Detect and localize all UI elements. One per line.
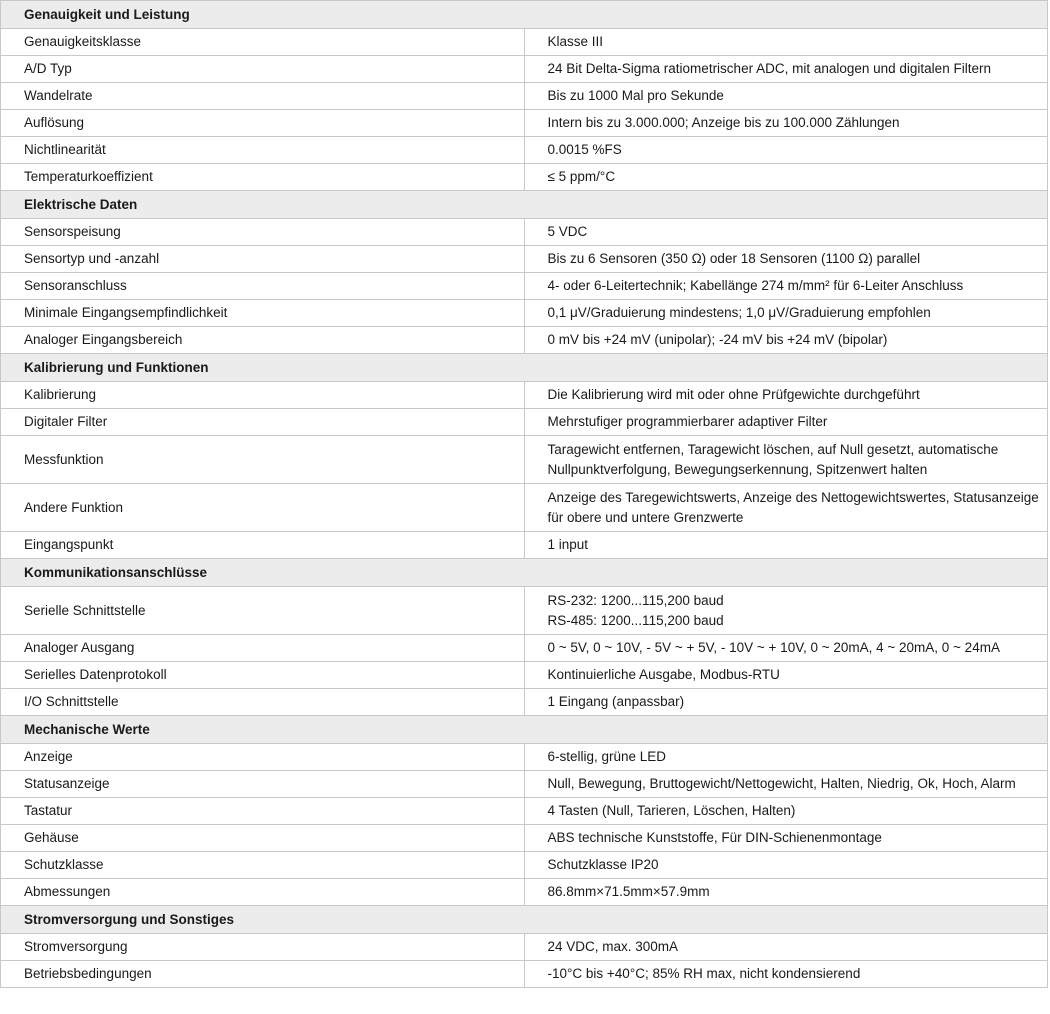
section-title: Stromversorgung und Sonstiges <box>1 906 1048 934</box>
table-row <box>1 852 1048 879</box>
spec-value: 24 Bit Delta-Sigma ratiometrischer ADC, mit analogen und digitalen Filtern <box>524 56 1048 83</box>
spec-value: 0 mV bis +24 mV (unipolar); -24 mV bis +24 mV (bipolar) <box>524 327 1048 354</box>
spec-value: ≤ 5 ppm/°C <box>524 164 1048 191</box>
spec-label: I/O Schnittstelle <box>1 689 525 716</box>
table-row <box>1 689 1048 716</box>
section-title: Genauigkeit und Leistung <box>1 1 1048 29</box>
table-row <box>1 587 1048 635</box>
section-header-power <box>1 906 1048 934</box>
table-row <box>1 137 1048 164</box>
spec-label: Analoger Ausgang <box>1 635 525 662</box>
table-row <box>1 744 1048 771</box>
spec-label: Serielle Schnittstelle <box>1 587 525 635</box>
table-row <box>1 934 1048 961</box>
table-row <box>1 29 1048 56</box>
table-row <box>1 798 1048 825</box>
spec-label: Digitaler Filter <box>1 409 525 436</box>
spec-label: Betriebsbedingungen <box>1 961 525 988</box>
spec-value: 4 Tasten (Null, Tarieren, Löschen, Halten) <box>524 798 1048 825</box>
table-row <box>1 961 1048 988</box>
spec-value: Die Kalibrierung wird mit oder ohne Prüfgewichte durchgeführt <box>524 382 1048 409</box>
section-header-electrical <box>1 191 1048 219</box>
spec-label: Auflösung <box>1 110 525 137</box>
spec-label: Wandelrate <box>1 83 525 110</box>
spec-label: Statusanzeige <box>1 771 525 798</box>
spec-value-line: RS-232: 1200...115,200 baud <box>547 592 724 608</box>
table-row <box>1 382 1048 409</box>
spec-value: 24 VDC, max. 300mA <box>524 934 1048 961</box>
spec-label: Temperaturkoeffizient <box>1 164 525 191</box>
spec-value: Taragewicht entfernen, Taragewicht löschen, auf Null gesetzt, automatische Nullpunktverfolgung, Bewegungserkennung, Spitzenwert halten <box>524 436 1048 484</box>
spec-label: Andere Funktion <box>1 484 525 532</box>
spec-value: 0 ~ 5V, 0 ~ 10V, - 5V ~ + 5V, - 10V ~ + 10V, 0 ~ 20mA, 4 ~ 20mA, 0 ~ 24mA <box>524 635 1048 662</box>
spec-label: Messfunktion <box>1 436 525 484</box>
spec-label: Genauigkeitsklasse <box>1 29 525 56</box>
spec-value: 86.8mm×71.5mm×57.9mm <box>524 879 1048 906</box>
spec-label: Abmessungen <box>1 879 525 906</box>
table-row <box>1 825 1048 852</box>
spec-label: Sensoranschluss <box>1 273 525 300</box>
spec-label: Eingangspunkt <box>1 532 525 559</box>
spec-value: Intern bis zu 3.000.000; Anzeige bis zu 100.000 Zählungen <box>524 110 1048 137</box>
spec-value: 0.0015 %FS <box>524 137 1048 164</box>
spec-value: Null, Bewegung, Bruttogewicht/Nettogewicht, Halten, Niedrig, Ok, Hoch, Alarm <box>524 771 1048 798</box>
spec-label: A/D Typ <box>1 56 525 83</box>
table-row <box>1 662 1048 689</box>
spec-value: 0,1 μV/Graduierung mindestens; 1,0 μV/Graduierung empfohlen <box>524 300 1048 327</box>
spec-value: Mehrstufiger programmierbarer adaptiver Filter <box>524 409 1048 436</box>
section-header-calibration <box>1 354 1048 382</box>
table-row <box>1 409 1048 436</box>
spec-value <box>524 587 1048 635</box>
spec-value: Kontinuierliche Ausgabe, Modbus-RTU <box>524 662 1048 689</box>
spec-label: Stromversorgung <box>1 934 525 961</box>
spec-label: Gehäuse <box>1 825 525 852</box>
section-title: Elektrische Daten <box>1 191 1048 219</box>
table-row <box>1 300 1048 327</box>
spec-value: 5 VDC <box>524 219 1048 246</box>
table-row <box>1 56 1048 83</box>
spec-label: Kalibrierung <box>1 382 525 409</box>
table-row <box>1 436 1048 484</box>
spec-label: Serielles Datenprotokoll <box>1 662 525 689</box>
spec-value: Klasse III <box>524 29 1048 56</box>
spec-label: Tastatur <box>1 798 525 825</box>
table-row <box>1 635 1048 662</box>
spec-value: Bis zu 6 Sensoren (350 Ω) oder 18 Sensoren (1100 Ω) parallel <box>524 246 1048 273</box>
table-row <box>1 83 1048 110</box>
table-row <box>1 219 1048 246</box>
section-title: Kommunikationsanschlüsse <box>1 559 1048 587</box>
spec-label: Analoger Eingangsbereich <box>1 327 525 354</box>
spec-value: 4- oder 6-Leitertechnik; Kabellänge 274 m/mm² für 6-Leiter Anschluss <box>524 273 1048 300</box>
spec-label: Minimale Eingangsempfindlichkeit <box>1 300 525 327</box>
table-row <box>1 110 1048 137</box>
table-row <box>1 273 1048 300</box>
spec-value: Anzeige des Taregewichtswerts, Anzeige des Nettogewichtswertes, Statusanzeige für obere und untere Grenzwerte <box>524 484 1048 532</box>
section-title: Mechanische Werte <box>1 716 1048 744</box>
table-row <box>1 164 1048 191</box>
spec-value: 6-stellig, grüne LED <box>524 744 1048 771</box>
spec-value: Schutzklasse IP20 <box>524 852 1048 879</box>
table-row <box>1 771 1048 798</box>
spec-value: Bis zu 1000 Mal pro Sekunde <box>524 83 1048 110</box>
spec-value: ABS technische Kunststoffe, Für DIN-Schienenmontage <box>524 825 1048 852</box>
spec-value-line: RS-485: 1200...115,200 baud <box>547 612 724 628</box>
table-row <box>1 879 1048 906</box>
spec-label: Sensortyp und -anzahl <box>1 246 525 273</box>
spec-value: 1 input <box>524 532 1048 559</box>
spec-value: 1 Eingang (anpassbar) <box>524 689 1048 716</box>
section-header-accuracy <box>1 1 1048 29</box>
section-header-mechanical <box>1 716 1048 744</box>
section-header-communication <box>1 559 1048 587</box>
spec-label: Nichtlinearität <box>1 137 525 164</box>
table-row <box>1 484 1048 532</box>
spec-label: Schutzklasse <box>1 852 525 879</box>
spec-value: -10°C bis +40°C; 85% RH max, nicht kondensierend <box>524 961 1048 988</box>
table-row <box>1 246 1048 273</box>
spec-label: Sensorspeisung <box>1 219 525 246</box>
spec-label: Anzeige <box>1 744 525 771</box>
table-row <box>1 327 1048 354</box>
section-title: Kalibrierung und Funktionen <box>1 354 1048 382</box>
table-row <box>1 532 1048 559</box>
